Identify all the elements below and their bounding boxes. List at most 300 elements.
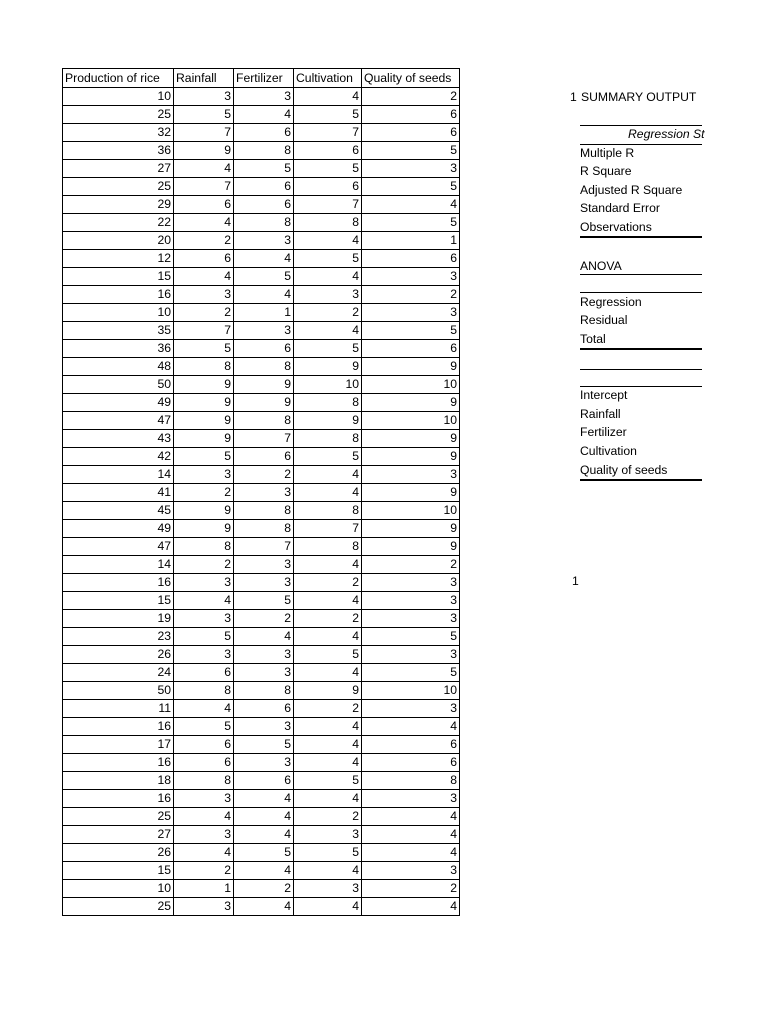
- bottom-marker[interactable]: 1: [572, 574, 579, 588]
- cell-cultivation[interactable]: 7: [294, 196, 362, 214]
- stat-adjusted-r-square[interactable]: Adjusted R Square: [580, 183, 683, 197]
- anova-bottom-rule: [580, 348, 702, 350]
- cell-production[interactable]: 20: [63, 232, 174, 250]
- coef-top-rule: [580, 369, 702, 370]
- cell-cultivation[interactable]: 4: [294, 556, 362, 574]
- cell-fertilizer[interactable]: 6: [234, 448, 294, 466]
- cell-fertilizer[interactable]: 9: [234, 376, 294, 394]
- table-row: [63, 106, 460, 124]
- table-row: [63, 412, 460, 430]
- table-row: [63, 88, 460, 106]
- cell-production[interactable]: 16: [63, 574, 174, 592]
- table-row: [63, 754, 460, 772]
- cell-cultivation[interactable]: 4: [294, 862, 362, 880]
- cell-production[interactable]: 25: [63, 898, 174, 916]
- cell-cultivation[interactable]: 8: [294, 502, 362, 520]
- cell-cultivation[interactable]: 5: [294, 160, 362, 178]
- cell-quality[interactable]: 9: [362, 430, 460, 448]
- table-row: [63, 592, 460, 610]
- table-row: [63, 448, 460, 466]
- cell-rainfall[interactable]: 3: [174, 826, 234, 844]
- cell-production[interactable]: 14: [63, 466, 174, 484]
- cell-cultivation[interactable]: 4: [294, 484, 362, 502]
- cell-fertilizer[interactable]: 5: [234, 268, 294, 286]
- cell-quality[interactable]: 6: [362, 754, 460, 772]
- cell-quality[interactable]: 3: [362, 862, 460, 880]
- cell-quality[interactable]: 3: [362, 160, 460, 178]
- cell-production[interactable]: 19: [63, 610, 174, 628]
- table-row: [63, 718, 460, 736]
- cell-quality[interactable]: 10: [362, 376, 460, 394]
- cell-fertilizer[interactable]: 8: [234, 214, 294, 232]
- cell-production[interactable]: 47: [63, 538, 174, 556]
- cell-rainfall[interactable]: 5: [174, 448, 234, 466]
- cell-production[interactable]: 42: [63, 448, 174, 466]
- cell-quality[interactable]: 2: [362, 880, 460, 898]
- cell-fertilizer[interactable]: 6: [234, 340, 294, 358]
- cell-cultivation[interactable]: 4: [294, 664, 362, 682]
- anova-label[interactable]: ANOVA: [580, 259, 622, 273]
- stat-observations[interactable]: Observations: [580, 220, 652, 234]
- cell-rainfall[interactable]: 4: [174, 214, 234, 232]
- cell-fertilizer[interactable]: 8: [234, 358, 294, 376]
- cell-rainfall[interactable]: 9: [174, 430, 234, 448]
- cell-fertilizer[interactable]: 3: [234, 556, 294, 574]
- table-row: [63, 808, 460, 826]
- cell-rainfall[interactable]: 6: [174, 196, 234, 214]
- cell-cultivation[interactable]: 7: [294, 520, 362, 538]
- cell-cultivation[interactable]: 4: [294, 88, 362, 106]
- cell-rainfall[interactable]: 2: [174, 556, 234, 574]
- cell-fertilizer[interactable]: 3: [234, 574, 294, 592]
- cell-cultivation[interactable]: 4: [294, 592, 362, 610]
- table-row: [63, 646, 460, 664]
- cell-rainfall[interactable]: 9: [174, 412, 234, 430]
- cell-rainfall[interactable]: 3: [174, 898, 234, 916]
- cell-rainfall[interactable]: 9: [174, 502, 234, 520]
- table-row: [63, 124, 460, 142]
- cell-quality[interactable]: 3: [362, 304, 460, 322]
- cell-production[interactable]: 50: [63, 376, 174, 394]
- cell-fertilizer[interactable]: 3: [234, 664, 294, 682]
- cell-fertilizer[interactable]: 3: [234, 646, 294, 664]
- cell-fertilizer[interactable]: 4: [234, 826, 294, 844]
- coef-rainfall[interactable]: Rainfall: [580, 407, 621, 421]
- cell-quality[interactable]: 9: [362, 358, 460, 376]
- cell-production[interactable]: 26: [63, 844, 174, 862]
- table-row: [63, 538, 460, 556]
- cell-fertilizer[interactable]: 6: [234, 700, 294, 718]
- cell-fertilizer[interactable]: 8: [234, 412, 294, 430]
- cell-quality[interactable]: 3: [362, 610, 460, 628]
- cell-quality[interactable]: 3: [362, 268, 460, 286]
- table-row: [63, 178, 460, 196]
- coef-fertilizer[interactable]: Fertilizer: [580, 425, 627, 439]
- cell-production[interactable]: 45: [63, 502, 174, 520]
- cell-rainfall[interactable]: 4: [174, 592, 234, 610]
- cell-rainfall[interactable]: 9: [174, 520, 234, 538]
- cell-rainfall[interactable]: 5: [174, 340, 234, 358]
- cell-rainfall[interactable]: 3: [174, 286, 234, 304]
- cell-cultivation[interactable]: 7: [294, 124, 362, 142]
- cell-cultivation[interactable]: 4: [294, 466, 362, 484]
- table-row: [63, 214, 460, 232]
- table-row: [63, 250, 460, 268]
- cell-fertilizer[interactable]: 5: [234, 736, 294, 754]
- header-fertilizer[interactable]: Fertilizer: [234, 69, 294, 88]
- cell-fertilizer[interactable]: 7: [234, 538, 294, 556]
- cell-quality[interactable]: 4: [362, 844, 460, 862]
- cell-production[interactable]: 29: [63, 196, 174, 214]
- cell-cultivation[interactable]: 2: [294, 808, 362, 826]
- cell-cultivation[interactable]: 2: [294, 700, 362, 718]
- cell-production[interactable]: 10: [63, 880, 174, 898]
- cell-rainfall[interactable]: 4: [174, 160, 234, 178]
- table-row: [63, 790, 460, 808]
- cell-fertilizer[interactable]: 3: [234, 718, 294, 736]
- cell-fertilizer[interactable]: 3: [234, 232, 294, 250]
- cell-quality[interactable]: 6: [362, 340, 460, 358]
- cell-production[interactable]: 16: [63, 754, 174, 772]
- cell-rainfall[interactable]: 6: [174, 736, 234, 754]
- cell-quality[interactable]: 4: [362, 718, 460, 736]
- row-marker[interactable]: 1: [570, 90, 577, 104]
- cell-quality[interactable]: 8: [362, 772, 460, 790]
- cell-production[interactable]: 48: [63, 358, 174, 376]
- cell-rainfall[interactable]: 8: [174, 358, 234, 376]
- cell-fertilizer[interactable]: 9: [234, 394, 294, 412]
- cell-fertilizer[interactable]: 8: [234, 520, 294, 538]
- cell-cultivation[interactable]: 10: [294, 376, 362, 394]
- cell-fertilizer[interactable]: 4: [234, 286, 294, 304]
- cell-production[interactable]: 24: [63, 664, 174, 682]
- table-row: [63, 862, 460, 880]
- cell-fertilizer[interactable]: 2: [234, 880, 294, 898]
- cell-rainfall[interactable]: 4: [174, 808, 234, 826]
- cell-cultivation[interactable]: 3: [294, 286, 362, 304]
- cell-fertilizer[interactable]: 6: [234, 178, 294, 196]
- cell-rainfall[interactable]: 3: [174, 88, 234, 106]
- stats-top-rule: [580, 125, 702, 126]
- cell-quality[interactable]: 2: [362, 556, 460, 574]
- stats-header-rule: [580, 144, 702, 145]
- cell-cultivation[interactable]: 4: [294, 736, 362, 754]
- cell-fertilizer[interactable]: 4: [234, 790, 294, 808]
- cell-production[interactable]: 10: [63, 304, 174, 322]
- cell-fertilizer[interactable]: 3: [234, 88, 294, 106]
- summary-output: [570, 0, 768, 1024]
- cell-rainfall[interactable]: 4: [174, 268, 234, 286]
- cell-fertilizer[interactable]: 6: [234, 772, 294, 790]
- cell-quality[interactable]: 2: [362, 88, 460, 106]
- cell-production[interactable]: 47: [63, 412, 174, 430]
- cell-cultivation[interactable]: 5: [294, 106, 362, 124]
- header-rainfall[interactable]: Rainfall: [174, 69, 234, 88]
- cell-quality[interactable]: 5: [362, 142, 460, 160]
- cell-production[interactable]: 11: [63, 700, 174, 718]
- cell-rainfall[interactable]: 3: [174, 610, 234, 628]
- cell-quality[interactable]: 6: [362, 124, 460, 142]
- table-row: [63, 340, 460, 358]
- cell-quality[interactable]: 4: [362, 196, 460, 214]
- cell-quality[interactable]: 3: [362, 700, 460, 718]
- cell-cultivation[interactable]: 8: [294, 394, 362, 412]
- cell-production[interactable]: 16: [63, 718, 174, 736]
- cell-fertilizer[interactable]: 5: [234, 592, 294, 610]
- cell-quality[interactable]: 3: [362, 646, 460, 664]
- header-cultivation[interactable]: Cultivation: [294, 69, 362, 88]
- anova-header-rule: [580, 292, 702, 293]
- header-quality[interactable]: Quality of seeds: [362, 69, 460, 88]
- cell-production[interactable]: 26: [63, 646, 174, 664]
- cell-fertilizer[interactable]: 2: [234, 466, 294, 484]
- cell-cultivation[interactable]: 5: [294, 646, 362, 664]
- data-table: [62, 68, 460, 916]
- cell-production[interactable]: 36: [63, 142, 174, 160]
- table-row: [63, 502, 460, 520]
- cell-quality[interactable]: 9: [362, 448, 460, 466]
- cell-production[interactable]: 36: [63, 340, 174, 358]
- coef-cultivation[interactable]: Cultivation: [580, 444, 637, 458]
- cell-cultivation[interactable]: 4: [294, 754, 362, 772]
- cell-cultivation[interactable]: 4: [294, 898, 362, 916]
- cell-fertilizer[interactable]: 1: [234, 304, 294, 322]
- table-row: [63, 574, 460, 592]
- cell-rainfall[interactable]: 8: [174, 682, 234, 700]
- cell-cultivation[interactable]: 2: [294, 574, 362, 592]
- cell-cultivation[interactable]: 9: [294, 358, 362, 376]
- regression-stats-header[interactable]: Regression St: [628, 127, 705, 141]
- stats-bottom-rule: [580, 236, 702, 238]
- cell-cultivation[interactable]: 4: [294, 628, 362, 646]
- cell-quality[interactable]: 6: [362, 106, 460, 124]
- cell-production[interactable]: 25: [63, 178, 174, 196]
- cell-production[interactable]: 25: [63, 106, 174, 124]
- cell-cultivation[interactable]: 5: [294, 844, 362, 862]
- cell-fertilizer[interactable]: 4: [234, 106, 294, 124]
- cell-rainfall[interactable]: 5: [174, 628, 234, 646]
- cell-production[interactable]: 41: [63, 484, 174, 502]
- stat-r-square[interactable]: R Square: [580, 164, 632, 178]
- cell-production[interactable]: 16: [63, 790, 174, 808]
- cell-rainfall[interactable]: 1: [174, 880, 234, 898]
- cell-production[interactable]: 15: [63, 268, 174, 286]
- cell-cultivation[interactable]: 4: [294, 232, 362, 250]
- header-row: [63, 69, 460, 88]
- cell-cultivation[interactable]: 4: [294, 790, 362, 808]
- cell-fertilizer[interactable]: 6: [234, 124, 294, 142]
- cell-rainfall[interactable]: 9: [174, 376, 234, 394]
- cell-fertilizer[interactable]: 2: [234, 610, 294, 628]
- cell-rainfall[interactable]: 2: [174, 484, 234, 502]
- cell-fertilizer[interactable]: 7: [234, 430, 294, 448]
- cell-production[interactable]: 49: [63, 520, 174, 538]
- cell-production[interactable]: 35: [63, 322, 174, 340]
- cell-rainfall[interactable]: 5: [174, 718, 234, 736]
- table-row: [63, 664, 460, 682]
- stat-standard-error[interactable]: Standard Error: [580, 201, 660, 215]
- cell-cultivation[interactable]: 5: [294, 250, 362, 268]
- cell-rainfall[interactable]: 6: [174, 250, 234, 268]
- cell-cultivation[interactable]: 6: [294, 142, 362, 160]
- cell-quality[interactable]: 4: [362, 808, 460, 826]
- cell-quality[interactable]: 1: [362, 232, 460, 250]
- cell-cultivation[interactable]: 5: [294, 448, 362, 466]
- cell-fertilizer[interactable]: 3: [234, 754, 294, 772]
- anova-regression[interactable]: Regression: [580, 295, 642, 309]
- table-row: [63, 142, 460, 160]
- cell-quality[interactable]: 9: [362, 484, 460, 502]
- cell-quality[interactable]: 6: [362, 736, 460, 754]
- cell-rainfall[interactable]: 4: [174, 844, 234, 862]
- cell-cultivation[interactable]: 3: [294, 826, 362, 844]
- table-row: [63, 700, 460, 718]
- cell-fertilizer[interactable]: 6: [234, 196, 294, 214]
- table-row: [63, 520, 460, 538]
- cell-rainfall[interactable]: 9: [174, 394, 234, 412]
- cell-quality[interactable]: 9: [362, 394, 460, 412]
- coef-intercept[interactable]: Intercept: [580, 388, 628, 402]
- cell-rainfall[interactable]: 6: [174, 754, 234, 772]
- cell-production[interactable]: 14: [63, 556, 174, 574]
- cell-cultivation[interactable]: 3: [294, 880, 362, 898]
- cell-production[interactable]: 43: [63, 430, 174, 448]
- table-row: [63, 484, 460, 502]
- cell-cultivation[interactable]: 2: [294, 610, 362, 628]
- cell-quality[interactable]: 5: [362, 178, 460, 196]
- coef-header-rule: [580, 386, 702, 387]
- cell-quality[interactable]: 9: [362, 520, 460, 538]
- cell-production[interactable]: 18: [63, 772, 174, 790]
- anova-residual[interactable]: Residual: [580, 313, 628, 327]
- cell-production[interactable]: 15: [63, 592, 174, 610]
- cell-production[interactable]: 27: [63, 160, 174, 178]
- cell-cultivation[interactable]: 4: [294, 268, 362, 286]
- coef-bottom-rule: [580, 479, 702, 481]
- cell-production[interactable]: 23: [63, 628, 174, 646]
- stat-multiple-r[interactable]: Multiple R: [580, 146, 635, 160]
- cell-rainfall[interactable]: 7: [174, 124, 234, 142]
- cell-cultivation[interactable]: 9: [294, 682, 362, 700]
- cell-quality[interactable]: 10: [362, 502, 460, 520]
- cell-cultivation[interactable]: 2: [294, 304, 362, 322]
- cell-cultivation[interactable]: 9: [294, 412, 362, 430]
- cell-quality[interactable]: 2: [362, 286, 460, 304]
- cell-cultivation[interactable]: 4: [294, 718, 362, 736]
- cell-production[interactable]: 16: [63, 286, 174, 304]
- cell-rainfall[interactable]: 3: [174, 574, 234, 592]
- cell-production[interactable]: 10: [63, 88, 174, 106]
- table-row: [63, 826, 460, 844]
- cell-quality[interactable]: 5: [362, 628, 460, 646]
- coef-quality-of-seeds[interactable]: Quality of seeds: [580, 463, 668, 477]
- cell-fertilizer[interactable]: 8: [234, 682, 294, 700]
- cell-quality[interactable]: 4: [362, 826, 460, 844]
- cell-rainfall[interactable]: 5: [174, 106, 234, 124]
- cell-fertilizer[interactable]: 8: [234, 502, 294, 520]
- cell-cultivation[interactable]: 5: [294, 772, 362, 790]
- cell-rainfall[interactable]: 2: [174, 862, 234, 880]
- cell-rainfall[interactable]: 3: [174, 790, 234, 808]
- cell-rainfall[interactable]: 8: [174, 538, 234, 556]
- cell-fertilizer[interactable]: 5: [234, 844, 294, 862]
- cell-cultivation[interactable]: 5: [294, 340, 362, 358]
- table-row: [63, 628, 460, 646]
- cell-production[interactable]: 32: [63, 124, 174, 142]
- cell-quality[interactable]: 6: [362, 250, 460, 268]
- cell-rainfall[interactable]: 2: [174, 232, 234, 250]
- cell-quality[interactable]: 3: [362, 574, 460, 592]
- cell-fertilizer[interactable]: 4: [234, 862, 294, 880]
- cell-production[interactable]: 22: [63, 214, 174, 232]
- cell-quality[interactable]: 3: [362, 592, 460, 610]
- cell-cultivation[interactable]: 6: [294, 178, 362, 196]
- cell-production[interactable]: 50: [63, 682, 174, 700]
- cell-production[interactable]: 17: [63, 736, 174, 754]
- cell-fertilizer[interactable]: 4: [234, 898, 294, 916]
- cell-fertilizer[interactable]: 5: [234, 160, 294, 178]
- cell-quality[interactable]: 5: [362, 322, 460, 340]
- cell-quality[interactable]: 10: [362, 682, 460, 700]
- table-row: [63, 736, 460, 754]
- cell-rainfall[interactable]: 4: [174, 700, 234, 718]
- cell-rainfall[interactable]: 7: [174, 322, 234, 340]
- cell-fertilizer[interactable]: 4: [234, 628, 294, 646]
- cell-production[interactable]: 15: [63, 862, 174, 880]
- table-row: [63, 322, 460, 340]
- table-row: [63, 268, 460, 286]
- cell-production[interactable]: 27: [63, 826, 174, 844]
- cell-quality[interactable]: 5: [362, 214, 460, 232]
- cell-rainfall[interactable]: 3: [174, 646, 234, 664]
- cell-cultivation[interactable]: 8: [294, 538, 362, 556]
- anova-total[interactable]: Total: [580, 332, 606, 346]
- table-row: [63, 286, 460, 304]
- cell-production[interactable]: 12: [63, 250, 174, 268]
- cell-fertilizer[interactable]: 4: [234, 250, 294, 268]
- cell-rainfall[interactable]: 8: [174, 772, 234, 790]
- cell-quality[interactable]: 4: [362, 898, 460, 916]
- cell-rainfall[interactable]: 2: [174, 304, 234, 322]
- cell-production[interactable]: 25: [63, 808, 174, 826]
- cell-rainfall[interactable]: 3: [174, 466, 234, 484]
- cell-cultivation[interactable]: 8: [294, 430, 362, 448]
- table-row: [63, 898, 460, 916]
- cell-quality[interactable]: 5: [362, 664, 460, 682]
- cell-quality[interactable]: 9: [362, 538, 460, 556]
- cell-fertilizer[interactable]: 4: [234, 808, 294, 826]
- header-production[interactable]: Production of rice: [63, 69, 174, 88]
- table-row: [63, 682, 460, 700]
- cell-cultivation[interactable]: 4: [294, 322, 362, 340]
- table-row: [63, 394, 460, 412]
- cell-rainfall[interactable]: 7: [174, 178, 234, 196]
- cell-rainfall[interactable]: 9: [174, 142, 234, 160]
- table-row: [63, 466, 460, 484]
- cell-quality[interactable]: 3: [362, 466, 460, 484]
- cell-rainfall[interactable]: 6: [174, 664, 234, 682]
- cell-cultivation[interactable]: 8: [294, 214, 362, 232]
- cell-quality[interactable]: 10: [362, 412, 460, 430]
- cell-fertilizer[interactable]: 3: [234, 322, 294, 340]
- table-row: [63, 430, 460, 448]
- cell-fertilizer[interactable]: 8: [234, 142, 294, 160]
- cell-fertilizer[interactable]: 3: [234, 484, 294, 502]
- cell-quality[interactable]: 3: [362, 790, 460, 808]
- cell-production[interactable]: 49: [63, 394, 174, 412]
- table-row: [63, 844, 460, 862]
- summary-title[interactable]: SUMMARY OUTPUT: [581, 90, 697, 104]
